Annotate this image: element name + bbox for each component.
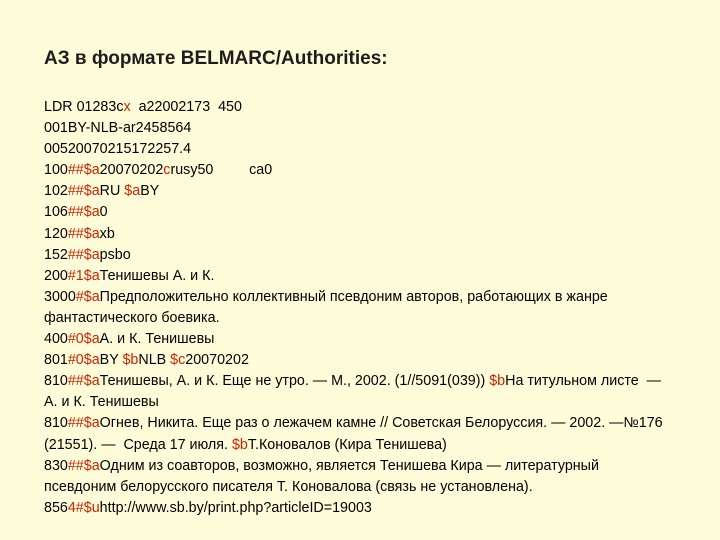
field-text: Т.Коновалов (Кира Тенишева) xyxy=(247,436,447,453)
subfield-code: ##$a xyxy=(67,457,100,474)
record-line xyxy=(44,266,674,287)
subfield-code: ##$a xyxy=(67,415,100,432)
field-text: BY xyxy=(99,352,123,369)
field-text: 00520070215172257.4 xyxy=(44,141,192,158)
field-text: rusy50 ca0 xyxy=(170,162,273,179)
subfield-code: $b xyxy=(231,436,248,453)
record-line xyxy=(44,329,674,350)
field-text: Огнев, Никита. Еще раз о лежачем камне // Советская Белоруссия. — 2002. —№176 (21551). — Среда 17 июля. xyxy=(44,415,667,453)
field-text: А. и К. Тенишевы xyxy=(99,331,215,348)
subfield-code: ##$a xyxy=(67,246,100,263)
marc-record xyxy=(44,97,674,519)
subfield-code: ##$a xyxy=(67,204,100,221)
field-text: BY xyxy=(140,183,160,200)
field-text: 810 xyxy=(44,415,68,432)
subfield-code: #1$a xyxy=(67,267,100,284)
field-text: psbo xyxy=(99,246,131,263)
field-text: 102 xyxy=(44,183,68,200)
field-text: a22002173 450 xyxy=(130,99,242,115)
field-text: 801 xyxy=(44,352,68,369)
subfield-code: $b xyxy=(489,373,506,390)
record-line xyxy=(44,97,674,118)
subfield-code: $a xyxy=(124,183,141,200)
field-text: 3000 xyxy=(44,288,76,305)
subfield-code: ##$a xyxy=(67,162,100,179)
field-text: 856 xyxy=(44,499,68,516)
record-line xyxy=(44,139,674,160)
field-text: Тенишевы А. и К. xyxy=(99,267,215,284)
record-line xyxy=(44,181,674,202)
subfield-code: 4#$u xyxy=(67,499,100,516)
subfield-code: ##$a xyxy=(67,373,100,390)
record-line xyxy=(44,413,674,455)
subfield-code: ##$a xyxy=(67,183,100,200)
record-line xyxy=(44,118,674,139)
field-text: Одним из соавторов, возможно, является Тенишева Кира — литературный псевдоним белорусского писателя Т. Коновалова (связь не установлена). xyxy=(44,457,603,495)
record-line xyxy=(44,456,674,498)
record-line xyxy=(44,160,674,181)
field-text: 830 xyxy=(44,457,68,474)
field-text: 20070202 xyxy=(185,352,249,369)
field-text: Тенишевы, А. и К. Еще не утро. — М., 2002. (1//5091(039)) xyxy=(99,373,490,390)
field-text: 100 xyxy=(44,162,68,179)
record-line xyxy=(44,350,674,371)
subfield-code: #0$a xyxy=(67,331,100,348)
field-text: 0 xyxy=(99,204,108,221)
field-text: LDR 01283c xyxy=(44,99,124,115)
subfield-code: ##$a xyxy=(67,225,100,242)
field-text: NLB xyxy=(138,352,171,369)
record-line xyxy=(44,371,674,413)
field-text: 400 xyxy=(44,331,68,348)
subfield-code: c xyxy=(163,162,171,179)
field-text: http://www.sb.by/print.php?articleID=19003 xyxy=(99,499,372,516)
subfield-code: #0$a xyxy=(67,352,100,369)
subfield-code: x xyxy=(123,99,131,115)
field-text: 20070202 xyxy=(99,162,164,179)
record-line xyxy=(44,498,674,519)
field-text: 200 xyxy=(44,267,68,284)
field-text: 120 xyxy=(44,225,68,242)
record-line xyxy=(44,287,674,329)
field-text: 810 xyxy=(44,373,68,390)
record-line xyxy=(44,245,674,266)
field-text: На титульном листе — А. и К. Тенишевы xyxy=(44,373,665,411)
field-text: 001BY-NLB-ar2458564 xyxy=(44,120,192,137)
record-line xyxy=(44,202,674,223)
field-text: xb xyxy=(99,225,115,242)
field-text: RU xyxy=(99,183,125,200)
subfield-code: $c xyxy=(170,352,186,369)
subfield-code: #$a xyxy=(75,288,100,305)
field-text: 152 xyxy=(44,246,68,263)
field-text: Предположительно коллективный псевдоним авторов, работающих в жанре фантастического боевика. xyxy=(44,288,612,326)
record-line xyxy=(44,224,674,245)
slide-title: АЗ в формате BELMARC/Authorities: xyxy=(44,48,388,69)
field-text: 106 xyxy=(44,204,68,221)
subfield-code: $b xyxy=(122,352,139,369)
